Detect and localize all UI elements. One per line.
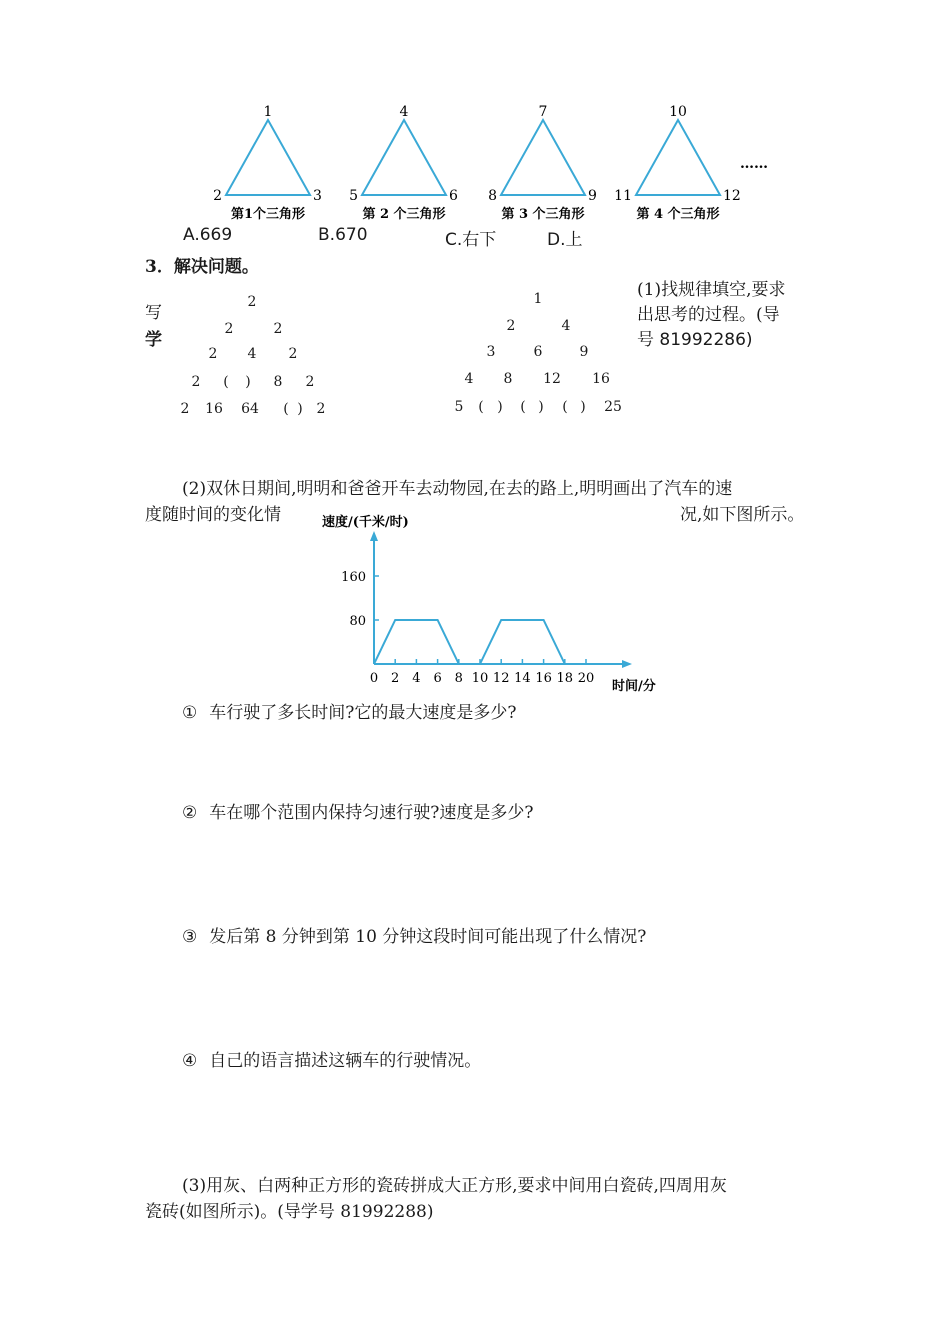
- option-d: D.上: [547, 230, 583, 250]
- triangle-right-number: 3: [313, 188, 322, 204]
- ellipsis: ……: [740, 156, 768, 172]
- q2-line1: (2)双休日期间,明明和爸爸开车去动物园,在去的路上,明明画出了汽车的速: [182, 479, 733, 499]
- number-cell: (: [562, 399, 568, 415]
- triangle-top-number: 4: [399, 104, 409, 120]
- number-cell: 2: [288, 346, 298, 362]
- number-cell: 12: [543, 371, 561, 387]
- sub-question-2: [182, 798, 533, 823]
- triangle-right-number: 9: [588, 188, 597, 204]
- number-cell: 4: [247, 346, 257, 362]
- number-triangle-right: [0, 0, 950, 440]
- number-cell: 6: [533, 344, 543, 360]
- number-cell: (: [223, 374, 229, 390]
- triangle-caption: 第 2 个三角形: [362, 207, 446, 222]
- triangle-top-number: 7: [538, 104, 548, 120]
- x-tick-label: 18: [556, 671, 574, 686]
- x-axis-label: 时间/分: [612, 679, 656, 694]
- y-tick-label: 160: [341, 570, 366, 585]
- triangle-top-number: 10: [669, 104, 687, 120]
- sub-question-text: 发后第 8 分钟到第 10 分钟这段时间可能出现了什么情况?: [209, 927, 647, 947]
- speed-series-line: [374, 620, 459, 664]
- option-c: C.右下: [445, 230, 497, 250]
- x-tick-label: 0: [369, 671, 379, 686]
- speed-time-chart: [300, 505, 680, 705]
- number-cell: 5: [454, 399, 464, 415]
- section-3-title: 3．解决问题。: [145, 257, 259, 277]
- number-cell: 16: [592, 371, 610, 387]
- sub-question-text: 车在哪个范围内保持匀速行驶?速度是多少?: [209, 803, 534, 823]
- number-cell: 4: [561, 318, 571, 334]
- sub-question-text: 车行驶了多长时间?它的最大速度是多少?: [209, 703, 517, 723]
- number-cell: ): [297, 401, 303, 417]
- number-cell: 2: [208, 346, 218, 362]
- sub-question-text: 自己的语言描述这辆车的行驶情况。: [209, 1051, 482, 1071]
- y-tick-label: 80: [349, 614, 366, 629]
- triangle-left-number: 5: [349, 188, 358, 204]
- triangle-left-number: 2: [213, 188, 222, 204]
- sub-question-mark: ②: [182, 803, 198, 823]
- sub-question-mark: ①: [182, 703, 198, 723]
- number-cell: 2: [316, 401, 326, 417]
- q3-line1: (3)用灰、白两种正方形的瓷砖拼成大正方形,要求中间用白瓷砖,四周用灰: [182, 1176, 727, 1196]
- number-cell: ): [538, 399, 544, 415]
- x-axis-arrow: [622, 660, 632, 668]
- x-tick-label: 8: [454, 671, 463, 686]
- number-cell: ): [245, 374, 251, 390]
- number-cell: 8: [273, 374, 283, 390]
- y-axis-label: 速度/(千米/时): [322, 515, 409, 530]
- number-cell: 2: [180, 401, 190, 417]
- number-cell: ): [497, 399, 503, 415]
- x-tick-label: 20: [577, 671, 595, 686]
- triangle-caption: 第 4 个三角形: [636, 207, 720, 222]
- number-cell: 2: [191, 374, 201, 390]
- sub-question-3: [182, 922, 646, 947]
- number-cell: 3: [486, 344, 496, 360]
- q1-text-line2: 出思考的过程。(导: [637, 305, 780, 325]
- x-tick-label: 12: [492, 671, 510, 686]
- q2-line2-a: 度随时间的变化情: [145, 505, 281, 525]
- number-cell: (: [478, 399, 484, 415]
- triangle-caption: 第1个三角形: [230, 207, 306, 222]
- side-char-1: 写: [145, 303, 162, 323]
- number-cell: ): [580, 399, 586, 415]
- triangle-caption: 第 3 个三角形: [501, 207, 585, 222]
- sub-question-1: [182, 698, 516, 723]
- option-b: B.670: [318, 225, 368, 245]
- number-cell: 25: [604, 399, 622, 415]
- number-cell: 64: [241, 401, 259, 417]
- q2-line2-b: 况,如下图所示。: [680, 505, 805, 525]
- number-cell: 4: [464, 371, 474, 387]
- q3-line2: 瓷砖(如图所示)。(导学号 81992288): [145, 1202, 434, 1222]
- number-cell: 16: [205, 401, 223, 417]
- speed-series-line: [480, 620, 565, 664]
- number-cell: 2: [224, 321, 234, 337]
- sub-question-mark: ④: [182, 1051, 198, 1071]
- number-cell: 2: [247, 294, 257, 310]
- triangle-right-number: 12: [723, 188, 741, 204]
- x-tick-label: 14: [514, 671, 531, 686]
- x-tick-label: 16: [535, 671, 552, 686]
- option-a: A.669: [183, 225, 233, 245]
- x-tick-label: 10: [471, 671, 489, 686]
- number-cell: 1: [533, 291, 543, 307]
- number-cell: 2: [273, 321, 283, 337]
- number-cell: 8: [503, 371, 513, 387]
- triangle-left-number: 8: [488, 188, 497, 204]
- triangle-right-number: 6: [449, 188, 458, 204]
- sub-question-4: [182, 1046, 481, 1071]
- number-cell: 2: [305, 374, 315, 390]
- number-cell: (: [283, 401, 289, 417]
- x-tick-label: 2: [391, 671, 400, 686]
- side-char-2: 学: [145, 330, 162, 350]
- number-cell: 2: [506, 318, 516, 334]
- number-cell: (: [520, 399, 526, 415]
- x-tick-label: 6: [433, 671, 442, 686]
- q1-text-line3: 号 81992286): [637, 330, 753, 350]
- y-axis-arrow: [370, 531, 378, 541]
- q1-text-line1: (1)找规律填空,要求: [637, 280, 786, 300]
- x-tick-label: 4: [412, 671, 421, 686]
- number-cell: 9: [579, 344, 589, 360]
- sub-question-mark: ③: [182, 927, 198, 947]
- triangle-left-number: 11: [614, 188, 632, 204]
- triangle-top-number: 1: [263, 104, 273, 120]
